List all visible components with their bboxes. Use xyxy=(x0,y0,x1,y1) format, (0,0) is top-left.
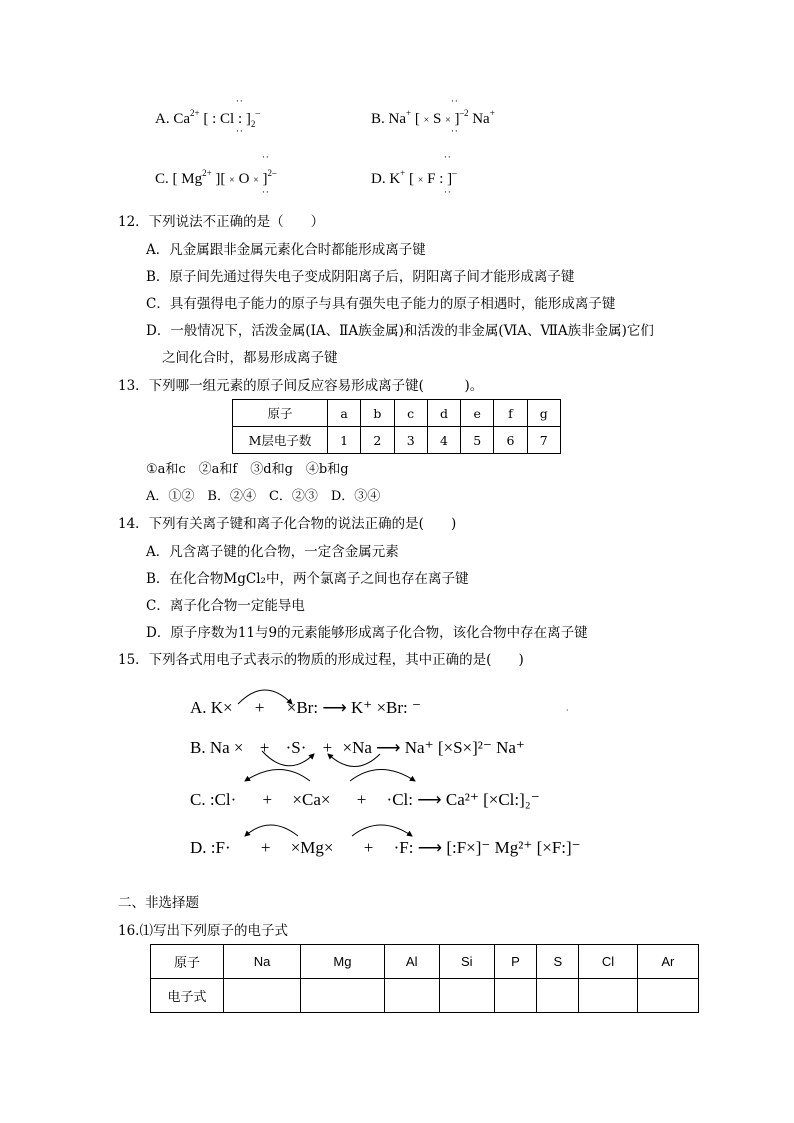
answer-cell-cl[interactable] xyxy=(579,979,637,1013)
q14-stem: 14．下列有关离子键和离子化合物的说法正确的是( ) xyxy=(118,516,457,532)
q13-header-cell: c xyxy=(394,400,427,427)
q11-a-element: Cl xyxy=(220,111,235,127)
q13-stem: 13．下列哪一组元素的原子间反应容易形成离子键( )。 xyxy=(118,378,484,394)
q15-option-d: D. :F· + ×Mg× + ·F: ⟶ [:F×]⁻ Mg²⁺ [×F:]⁻ xyxy=(190,838,581,857)
q16-stem: 16.⑴写出下列原子的电子式 xyxy=(118,923,288,939)
electron-dots: ·· xyxy=(236,127,244,137)
answer-cell-al[interactable] xyxy=(384,979,439,1013)
q15-option-c: C. :Cl· + ×Ca× + ·Cl: ⟶ Ca²⁺ [×Cl:]₂⁻ xyxy=(190,790,540,809)
q12-option-a: A．凡金属跟非金属元素化合时都能形成离子键 xyxy=(146,242,426,258)
answer-cell-si[interactable] xyxy=(439,979,494,1013)
q11-d-label: D. K xyxy=(371,171,401,187)
q15-stem: 15．下列各式用电子式表示的物质的形成过程，其中正确的是( ) xyxy=(118,652,524,668)
q16-header-cell: Cl xyxy=(579,945,637,979)
q13-header-cell: b xyxy=(361,400,394,427)
q12-option-b: B．原子间先通过得失电子变成阴阳离子后，阴阳离子间才能形成离子键 xyxy=(146,269,575,285)
q12-option-d-cont: 之间化合时，都易形成离子键 xyxy=(162,350,338,366)
q14-option-d: D．原子序数为11与9的元素能够形成离子化合物，该化合物中存在离子键 xyxy=(146,625,588,641)
q13-header-cell: e xyxy=(461,400,494,427)
q13-row-cell: 5 xyxy=(461,427,494,454)
electron-dots: ·· xyxy=(451,127,459,137)
q16-header-cell: Si xyxy=(439,945,494,979)
q16-header-cell: Ar xyxy=(637,945,698,979)
q16-row-label: 电子式 xyxy=(151,979,224,1013)
transfer-arrow xyxy=(245,770,310,782)
q13-row-cell: 1 xyxy=(328,427,361,454)
q12-stem: 12．下列说法不正确的是（ ） xyxy=(118,214,325,230)
q13-header-cell: g xyxy=(527,400,561,427)
transfer-arrow xyxy=(245,825,298,836)
q15-option-b: B. Na × + ·S· + ×Na ⟶ Na⁺ [×S×]²⁻ Na⁺ xyxy=(190,738,525,757)
section-title: 二、非选择题 xyxy=(118,895,199,911)
q16-header-cell: P xyxy=(494,945,536,979)
q11-d-element: F xyxy=(427,171,436,187)
q13-header-cell: f xyxy=(494,400,527,427)
q16-header-cell: Al xyxy=(384,945,439,979)
transfer-arrow xyxy=(350,770,415,782)
q16-header-cell: Mg xyxy=(301,945,385,979)
q13-row-cell: M层电子数 xyxy=(233,427,328,454)
q16-header-cell: Na xyxy=(224,945,301,979)
q11-b-element: S xyxy=(432,111,442,127)
q13-choices: ①a和c ②a和f ③d和g ④b和g xyxy=(146,462,349,477)
q14-option-a: A．凡含离子键的化合物，一定含金属元素 xyxy=(146,544,399,560)
q13-row-cell: 3 xyxy=(394,427,427,454)
electron-dots: ·· xyxy=(262,153,270,163)
q11-a-label: A. Ca xyxy=(155,111,190,127)
q13-row-cell: 7 xyxy=(527,427,561,454)
q14-option-c: C．离子化合物一定能导电 xyxy=(146,598,305,614)
q11-b-label: B. Na xyxy=(371,111,406,127)
q16-table xyxy=(150,944,699,1013)
electron-dots: ·· xyxy=(451,97,459,107)
q13-row-cell: 4 xyxy=(427,427,460,454)
q13-header-cell: d xyxy=(427,400,460,427)
transfer-arrow xyxy=(352,825,412,836)
q13-header-cell: 原子 xyxy=(233,400,328,427)
q13-answers: A．①② B．②④ C．②③ D．③④ xyxy=(146,489,381,504)
q15-option-a: A. K× + ×Br: ⟶ K⁺ ×Br: ⁻ xyxy=(190,698,421,717)
electron-dots: ·· xyxy=(262,188,270,198)
answer-cell-ar[interactable] xyxy=(637,979,698,1013)
q13-header-cell: a xyxy=(328,400,361,427)
q11-c-label: C. [ xyxy=(155,171,178,187)
electron-dots: ·· xyxy=(444,188,452,198)
answer-cell-mg[interactable] xyxy=(301,979,385,1013)
q11-c-element: O xyxy=(238,171,250,187)
q12-option-d: D．一般情况下，活泼金属(IA、ⅡA族金属)和活泼的非金属(ⅥA、ⅦA族非金属)它们 xyxy=(146,323,654,339)
electron-dots: ·· xyxy=(444,153,452,163)
q13-row-cell: 6 xyxy=(494,427,527,454)
q14-option-b: B．在化合物MgCl₂中，两个氯离子之间也存在离子键 xyxy=(146,571,469,587)
q16-header-cell: 原子 xyxy=(151,945,224,979)
q13-row-cell: 2 xyxy=(361,427,394,454)
answer-cell-s[interactable] xyxy=(537,979,579,1013)
answer-cell-p[interactable] xyxy=(494,979,536,1013)
q12-option-c: C．具有强得电子能力的原子与具有强失电子能力的原子相遇时，能形成离子键 xyxy=(146,296,616,312)
q16-header-cell: S xyxy=(537,945,579,979)
q13-table xyxy=(232,399,561,454)
electron-dots: ·· xyxy=(236,97,244,107)
answer-cell-na[interactable] xyxy=(224,979,301,1013)
